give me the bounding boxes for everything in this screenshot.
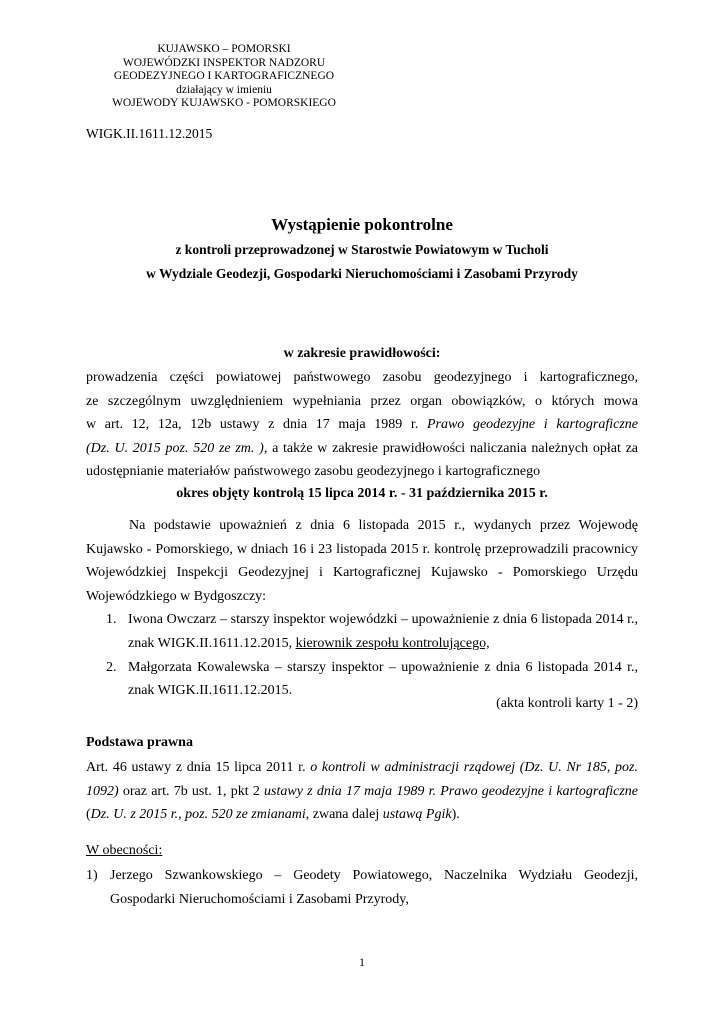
scope-paragraph	[86, 366, 638, 484]
law-name: Prawo geodezyjne i kartograficzne	[426, 417, 638, 433]
authorization-paragraph: Na podstawie upoważnień z dnia 6 listopada 2015 r., wydanych przez Wojewodę Kujawsko - Pomorskiego, w dniach 16 i 23 listopada 2015 r. kontrolę przeprowadzili pracownicy Wojewódzkiej Inspekcji Geodezyjnej i Kartograficznej Kujawsko - Pomorskiego Urzędu Wojewódzkiego w Bydgoszczy:	[86, 518, 638, 604]
scope-line	[86, 413, 638, 437]
header-line: działający w imieniu	[176, 83, 272, 96]
scope-line: udostępnianie materiałów państwowego zasobu geodezyjnego i kartograficznego	[86, 464, 541, 480]
header-line: KUJAWSKO – POMORSKI	[157, 43, 291, 55]
list-number: 1.	[106, 612, 117, 628]
legal-citation: Dz. U. z 2015 r., poz. 520 ze zmianami	[90, 807, 306, 823]
document-subtitle: z kontroli przeprowadzonej w Starostwie Powiatowym w Tucholi	[175, 242, 549, 257]
scope-heading: w zakresie prawidłowości:	[283, 346, 441, 361]
scope-line	[86, 437, 638, 461]
list-number: 2.	[106, 659, 117, 675]
legal-basis-paragraph	[86, 756, 638, 827]
reference-number: WIGK.II.1611.12.2015	[86, 126, 213, 141]
scope-line: ze szczególnym uwzględnieniem wypełniania przez organ obowiązków, o których mowa	[86, 393, 638, 409]
legal-text: oraz art. 7b ust. 1, pkt 2	[118, 783, 265, 799]
records-reference: (akta kontroli karty 1 - 2)	[496, 696, 638, 711]
legal-basis-heading: Podstawa prawna	[86, 735, 193, 750]
header-line: WOJEWÓDZKI INSPEKTOR NADZORU	[122, 56, 326, 69]
legal-citation: o kontroli w administracji rządowej (Dz. U. Nr 185, poz. 1092)	[86, 760, 638, 799]
inspector-role: kierownik zespołu kontrolującego,	[295, 635, 490, 651]
page-number: 1	[359, 955, 365, 969]
list-number: 1)	[86, 868, 98, 883]
header-line: GEODEZYJNEGO I KARTOGRAFICZNEGO	[113, 70, 335, 82]
document-title: Wystąpienie pokontrolne	[271, 215, 453, 234]
legal-text: (	[86, 807, 91, 823]
inspector-text: Małgorzata Kowalewska – starszy inspektor – upoważnienie z dnia 6 listopada 2014 r., znak WIGK.II.1611.12.2015.	[128, 659, 638, 699]
scope-text: a także w zakresie prawidłowości naliczania należnych opłat za	[267, 440, 638, 456]
scope-text: w art. 12, 12a, 12b ustawy z dnia 17 maja 1989 r.	[86, 417, 427, 433]
legal-text: ).	[451, 807, 460, 823]
presence-item	[86, 864, 638, 911]
inspector-text: Iwona Owczarz – starszy inspektor wojewódzki – upoważnienie z dnia 6 listopada 2014 r., znak WIGK.II.1611.12.2015,	[128, 612, 638, 651]
header-line: WOJEWODY KUJAWSKO - POMORSKIEGO	[112, 97, 336, 109]
inspector-item	[86, 608, 638, 655]
authorization-section	[86, 514, 638, 703]
legal-citation: ustawą Pgik	[382, 807, 452, 823]
scope-line: prowadzenia części powiatowej państwowego zasobu geodezyjnego i kartograficznego,	[86, 370, 638, 385]
legal-citation: ustawy z dnia 17 maja 1989 r. Prawo geodezyjne i kartograficzne	[264, 783, 638, 799]
legal-text: Art. 46 ustawy z dnia 15 lipca 2011 r.	[86, 760, 311, 775]
presence-list	[86, 864, 638, 911]
presence-text: Jerzego Szwankowskiego – Geodety Powiatowego, Naczelnika Wydziału Geodezji, Gospodarki Nieruchomościami i Zasobami Przyrody,	[110, 868, 638, 907]
control-period: okres objęty kontrolą 15 lipca 2014 r. - 31 października 2015 r.	[176, 486, 548, 501]
legal-text: , zwana dalej	[305, 807, 383, 823]
document-subtitle: w Wydziale Geodezji, Gospodarki Nieruchomościami i Zasobami Przyrody	[146, 266, 578, 281]
law-citation: (Dz. U. 2015 poz. 520 ze zm. ),	[86, 440, 268, 456]
issuer-header	[86, 43, 362, 111]
presence-heading: W obecności:	[86, 843, 163, 858]
